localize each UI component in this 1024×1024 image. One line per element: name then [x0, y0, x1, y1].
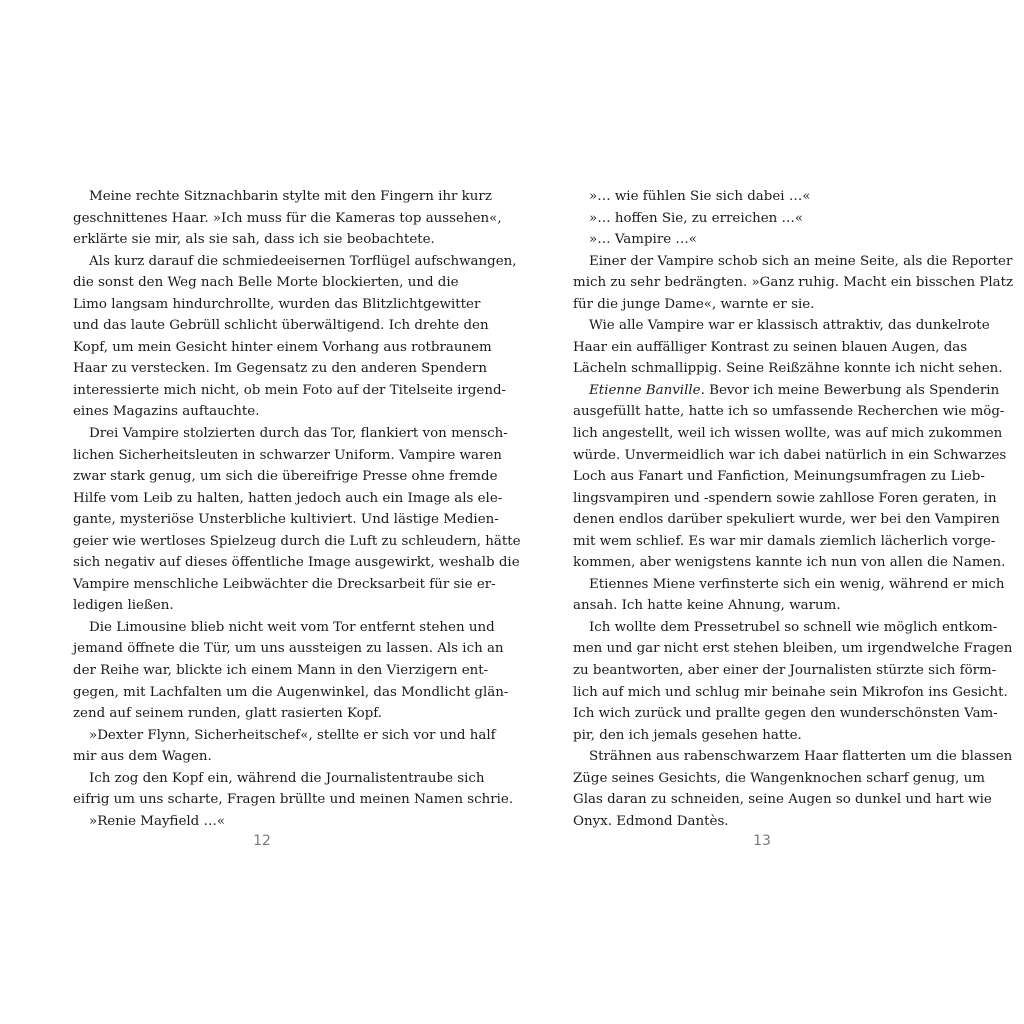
text-line: lichen Sicherheitsleuten in schwarzer Uniform. Vampire waren	[73, 447, 502, 463]
right-page-text	[573, 186, 1014, 832]
text-line: »Renie Mayfield …«	[89, 813, 226, 829]
text-line: Einer der Vampire schob sich an meine Seite, als die Reporter	[589, 253, 1013, 269]
text-line: Ich wollte dem Pressetrubel so schnell wie möglich entkom-	[589, 619, 998, 635]
text-line: eifrig um uns scharte, Fragen brüllte und meinen Namen schrie.	[73, 792, 514, 808]
text-line: gante, mysteriöse Unsterbliche kultiviert. Und lästige Medien-	[73, 512, 499, 528]
text-line: lich angestellt, weil ich wissen wollte, was auf mich zukommen	[573, 426, 1003, 442]
text-line: zend auf seinem runden, glatt rasierten Kopf.	[73, 706, 383, 722]
text-line: Vampire menschliche Leibwächter die Drecksarbeit für sie er-	[73, 576, 496, 592]
text-line: zwar stark genug, um sich die übereifrige Presse ohne fremde	[73, 469, 498, 485]
text-line: Als kurz darauf die schmiedeeisernen Torflügel aufschwangen,	[89, 253, 517, 269]
text-line: Lächeln schmallippig. Seine Reißzähne konnte ich nicht sehen.	[573, 361, 1003, 377]
text-line: sich negativ auf dieses öffentliche Image ausgewirkt, weshalb die	[73, 555, 520, 571]
text-line: zu beantworten, aber einer der Journalisten stürzte sich förm-	[573, 663, 997, 679]
text-line: für die junge Dame«, warnte er sie.	[573, 296, 815, 312]
right-page	[512, 0, 1024, 1024]
text-line: gegen, mit Lachfalten um die Augenwinkel, das Mondlicht glän-	[73, 684, 509, 700]
text-line: Haar ein auffälliger Kontrast zu seinen blauen Augen, das	[573, 339, 968, 355]
text-line: ledigen ließen.	[73, 598, 174, 614]
text-line: mich zu sehr bedrängten. »Ganz ruhig. Macht ein bisschen Platz	[573, 275, 1014, 291]
text-line: Ich zog den Kopf ein, während die Journalistentraube sich	[89, 770, 485, 786]
text-line: Die Limousine blieb nicht weit vom Tor entfernt stehen und	[89, 619, 495, 635]
text-line: Meine rechte Sitznachbarin stylte mit den Fingern ihr kurz	[89, 189, 492, 204]
text-line: der Reihe war, blickte ich einem Mann in den Vierzigern ent-	[73, 663, 489, 679]
page-number-left: 12	[253, 833, 271, 849]
text-line: ausgefüllt hatte, hatte ich so umfassende Recherchen wie mög-	[573, 404, 1005, 420]
text-line: Züge seines Gesichts, die Wangenknochen scharf genug, um	[573, 770, 985, 786]
text-line: kommen, aber wenigstens kannte ich nun von allen die Namen.	[573, 555, 1006, 571]
text-line: jemand öffnete die Tür, um uns aussteigen zu lassen. Als ich an	[73, 641, 504, 657]
text-line: men und gar nicht erst stehen bleiben, um irgendwelche Fragen	[573, 641, 1013, 657]
text-line: lingsvampiren und -spendern sowie zahllose Foren geraten, in	[573, 490, 997, 506]
text-line: »Dexter Flynn, Sicherheitschef«, stellte er sich vor und half	[89, 727, 496, 743]
text-line: ansah. Ich hatte keine Ahnung, warum.	[573, 598, 841, 614]
text-line: Glas daran zu schneiden, seine Augen so dunkel und hart wie	[573, 792, 992, 808]
text-line: Ich wich zurück und prallte gegen den wunderschönsten Vam-	[573, 706, 998, 722]
text-line: erklärte sie mir, als sie sah, dass ich sie beobachtete.	[73, 232, 435, 248]
left-page-text	[73, 186, 521, 832]
text-line: die sonst den Weg nach Belle Morte blockierten, und die	[73, 275, 459, 291]
text-line: »… wie fühlen Sie sich dabei …«	[589, 189, 811, 204]
text-line: lich auf mich und schlug mir beinahe sein Mikrofon ins Gesicht.	[573, 684, 1008, 700]
text-line: Strähnen aus rabenschwarzem Haar flatterten um die blassen	[589, 749, 1013, 765]
text-line: interessierte mich nicht, ob mein Foto auf der Titelseite irgend-	[73, 382, 507, 398]
text-line: Kopf, um mein Gesicht hinter einem Vorhang aus rotbraunem	[73, 339, 492, 355]
text-line: Hilfe vom Leib zu halten, hatten jedoch auch ein Image als ele-	[73, 490, 503, 506]
text-line: mir aus dem Wagen.	[73, 749, 212, 765]
text-line: Drei Vampire stolzierten durch das Tor, flankiert von mensch-	[89, 426, 508, 442]
text-line: geschnittenes Haar. »Ich muss für die Kameras top aussehen«,	[73, 210, 502, 226]
text-line: mit wem schlief. Es war mir damals ziemlich lächerlich vorge-	[573, 533, 996, 549]
text-line: »… hoffen Sie, zu erreichen …«	[589, 210, 804, 226]
text-line: würde. Unvermeidlich war ich dabei natürlich in ein Schwarzes	[573, 447, 1007, 463]
text-line: Limo langsam hindurchrollte, wurden das Blitzlichtgewitter	[73, 296, 481, 312]
text-line: geier wie wertloses Spielzeug durch die Luft zu schleudern, hätte	[73, 533, 521, 549]
page-number-right: 13	[753, 833, 771, 849]
text-line: Onyx. Edmond Dantès.	[573, 813, 729, 829]
text-line: Loch aus Fanart und Fanfiction, Meinungsumfragen zu Lieb-	[573, 469, 985, 485]
text-line: pir, den ich jemals gesehen hatte.	[573, 727, 802, 743]
text-line: denen endlos darüber spekuliert wurde, wer bei den Vampiren	[573, 512, 1000, 528]
text-line: eines Magazins auftauchte.	[73, 404, 260, 420]
text-line: Wie alle Vampire war er klassisch attraktiv, das dunkelrote	[589, 318, 990, 334]
text-line: Etiennes Miene verfinsterte sich ein wenig, während er mich	[589, 576, 1005, 592]
text-line: Haar zu verstecken. Im Gegensatz zu den anderen Spendern	[73, 361, 487, 377]
text-line: Etienne Banville. Bevor ich meine Bewerbung als Spenderin	[589, 382, 1000, 398]
text-line: »… Vampire …«	[589, 232, 697, 248]
text-line: und das laute Gebrüll schlicht überwältigend. Ich drehte den	[73, 318, 489, 334]
